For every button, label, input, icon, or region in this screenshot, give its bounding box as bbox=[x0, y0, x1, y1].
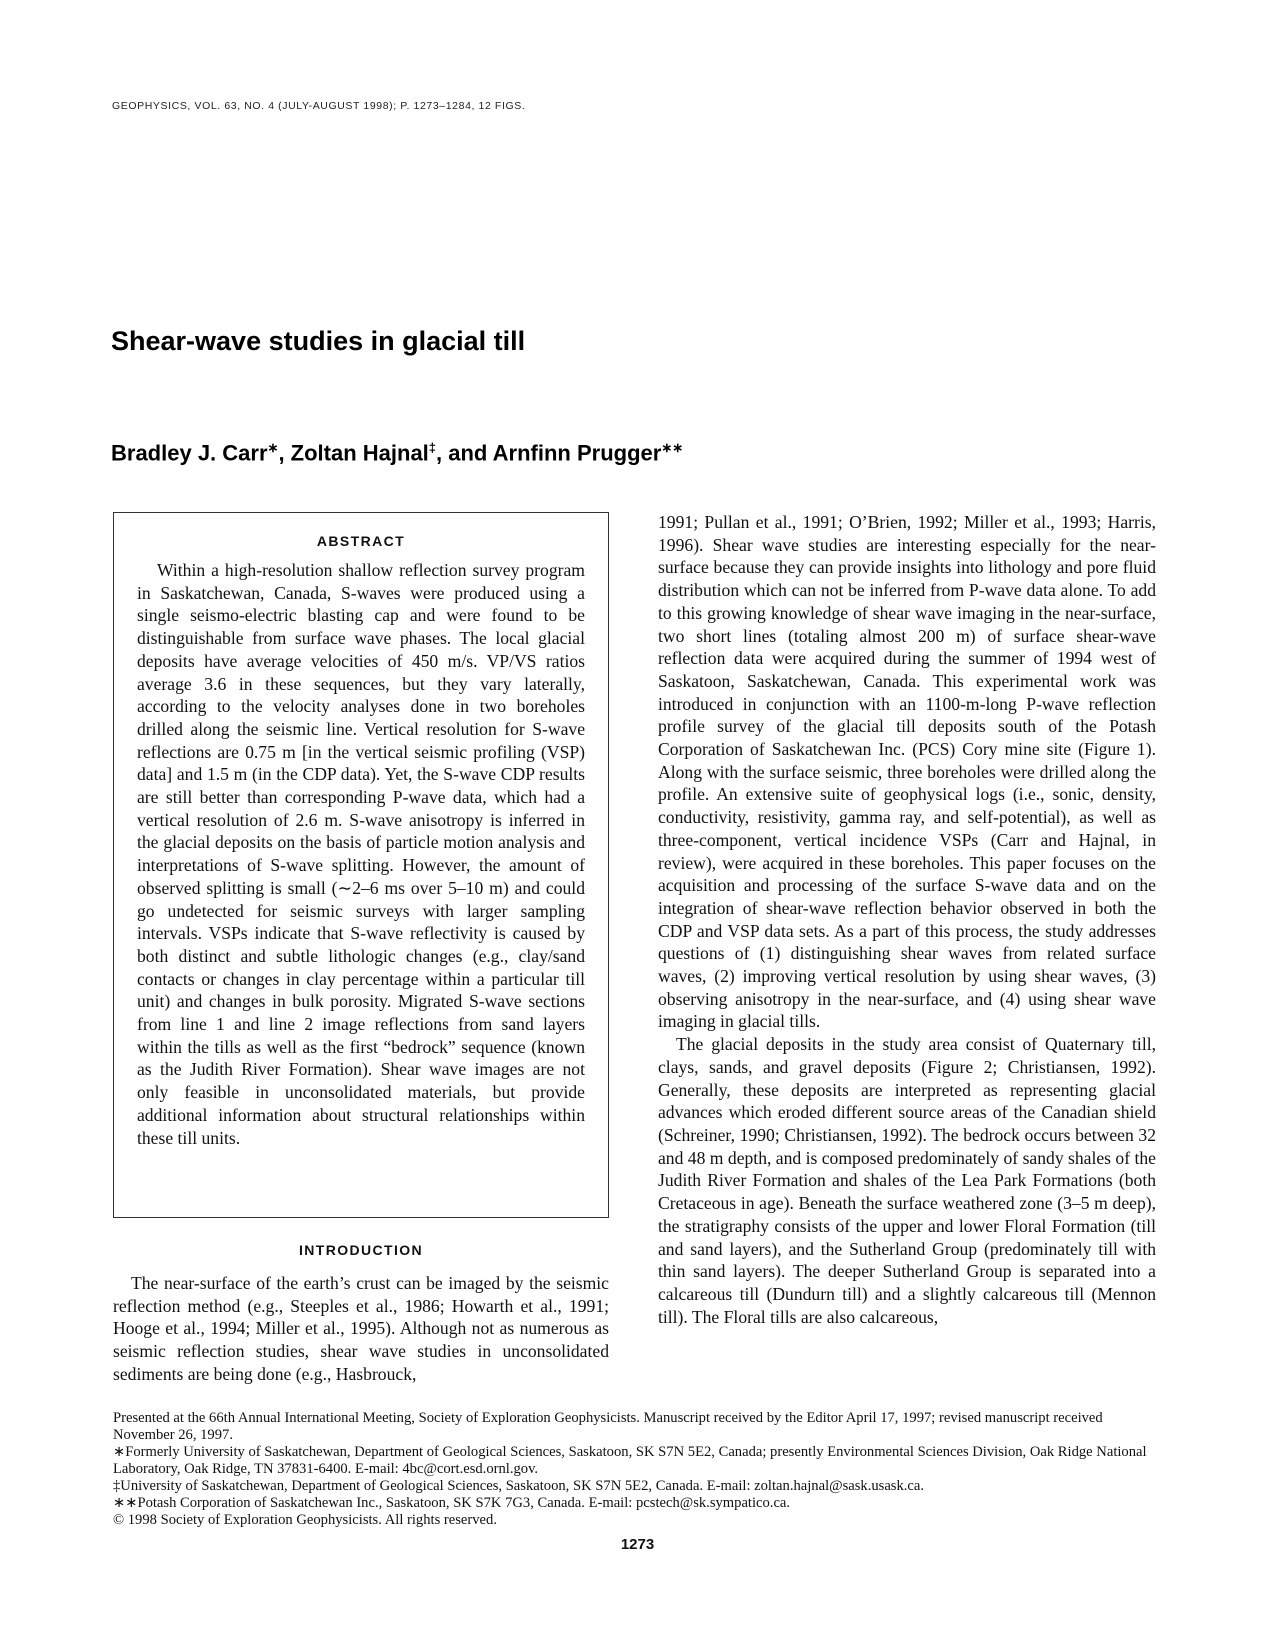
author-hajnal: , Zoltan Hajnal bbox=[278, 440, 429, 466]
footnote-carr: ∗Formerly University of Saskatchewan, Department of Geological Sciences, Saskatoon, SK S7N 5E2, Canada; presently Environmental Sciences Division, Oak Ridge National Laboratory, Oak Ridge, TN 37831-6400. E-mail: 4bc@cort.esd.ornl.gov. bbox=[113, 1444, 1147, 1477]
introduction-section bbox=[113, 1242, 609, 1386]
abstract-box bbox=[113, 512, 609, 1218]
abstract-heading: ABSTRACT bbox=[316, 533, 406, 549]
abstract-text: Within a high-resolution shallow reflection survey program in Saskatchewan, Canada, S-waves were produced using a single seismo-electric blasting cap and were found to be distinguishable from surface wave phases. The local glacial deposits have average velocities of 450 m/s. VP/VS ratios average 3.6 in these sequences, but they vary laterally, according to the velocity analyses done in two boreholes drilled along the seismic line. Vertical resolution for S-wave reflections are 0.75 m [in the vertical seismic profiling (VSP) data] and 1.5 m (in the CDP data). Yet, the S-wave CDP results are still better than corresponding P-wave data, which had a vertical resolution of 2.6 m. S-wave anisotropy is inferred in the glacial deposits on the basis of particle motion analysis and interpretations of S-wave splitting. However, the amount of observed splitting is small (∼2–6 ms over 5–10 m) and could go undetected for seismic surveys with larger sampling intervals. VSPs indicate that S-wave reflectivity is caused by both distinct and subtle lithologic changes (e.g., clay/sand contacts or changes in clay percentage within a particular till unit) and changes in bulk porosity. Migrated S-wave sections from line 1 and line 2 image reflections from sand layers within the tills as well as the first “bedrock” sequence (known as the Judith River Formation). Shear wave images are not only feasible in unconsolidated materials, but provide additional information about structural relationships within these till units. bbox=[137, 560, 585, 1148]
footnotes bbox=[113, 1410, 1156, 1529]
affiliation-mark-2: ‡ bbox=[428, 440, 437, 455]
right-column-paragraph-1: 1991; Pullan et al., 1991; O’Brien, 1992; Miller et al., 1993; Harris, 1996). Shear wave studies are interesting especially for the near-surface because they can provide insights into lithology and pore fluid distribution which can not be inferred from P-wave data alone. To add to this growing knowledge of shear wave imaging in the near-surface, two short lines (totaling almost 200 m) of surface shear-wave reflection data were acquired during the summer of 1994 west of Saskatoon, Saskatchewan, Canada. This experimental work was introduced in conjunction with an 1100-m-long P-wave reflection profile survey of the glacial till deposits south of the Potash Corporation of Saskatchewan Inc. (PCS) Cory mine site (Figure 1). Along with the surface seismic, three boreholes were drilled along the profile. An extensive suite of geophysical logs (i.e., sonic, density, conductivity, resistivity, gamma ray, and self-potential), as well as three-component, vertical incidence VSPs (Carr and Hajnal, in review), were acquired in these boreholes. This paper focuses on the acquisition and processing of the surface S-wave data and on the integration of shear-wave reflection behavior observed in both the CDP and VSP data sets. As a part of this process, the study addresses questions of (1) distinguishing shear waves from related surface waves, (2) improving vertical resolution by using shear waves, (3) observing anisotropy in the near-surface, and (4) using shear wave imaging in glacial tills. bbox=[658, 512, 1156, 1032]
introduction-heading: INTRODUCTION bbox=[298, 1242, 424, 1258]
paper-title: Shear-wave studies in glacial till bbox=[111, 326, 526, 356]
footnote-prugger: ∗∗Potash Corporation of Saskatchewan Inc., Saskatoon, SK S7K 7G3, Canada. E-mail: pcstech@sk.sympatico.ca. bbox=[113, 1495, 791, 1511]
introduction-paragraph: The near-surface of the earth’s crust can be imaged by the seismic reflection method (e.g., Steeples et al., 1986; Howarth et al., 1991; Hooge et al., 1994; Miller et al., 1995). Although not as numerous as seismic reflection studies, shear wave studies in unconsolidated sediments are being done (e.g., Hasbrouck, bbox=[113, 1273, 609, 1384]
affiliation-mark-3: ∗∗ bbox=[661, 440, 684, 455]
right-column bbox=[658, 511, 1156, 1328]
footnote-hajnal: ‡University of Saskatchewan, Department of Geological Sciences, Saskatoon, SK S7N 5E2, Canada. E-mail: zoltan.hajnal@sask.usask.ca. bbox=[113, 1478, 925, 1494]
footnote-presented: Presented at the 66th Annual International Meeting, Society of Exploration Geophysicists. Manuscript received by the Editor April 17, 1997; revised manuscript received November 26, 1997. bbox=[113, 1410, 1103, 1443]
footnote-copyright: © 1998 Society of Exploration Geophysicists. All rights reserved. bbox=[113, 1512, 497, 1528]
page-number: 1273 bbox=[620, 1536, 655, 1553]
affiliation-mark-1: ∗ bbox=[267, 440, 279, 455]
running-head: GEOPHYSICS, VOL. 63, NO. 4 (JULY-AUGUST 1998); P. 1273–1284, 12 FIGS. bbox=[112, 100, 526, 112]
author-carr: Bradley J. Carr bbox=[111, 440, 268, 466]
right-column-paragraph-2: The glacial deposits in the study area consist of Quaternary till, clays, sands, and gravel deposits (Figure 2; Christiansen, 1992). Generally, these deposits are interpreted as representing glacial advances which eroded different source areas of the Canadian shield (Schreiner, 1990; Christiansen, 1992). The bedrock occurs between 32 and 48 m depth, and is composed predominately of sandy shales of the Judith River Formation and shales of the Lea Park Formations (both Cretaceous in age). Beneath the surface weathered zone (3–5 m deep), the stratigraphy consists of the upper and lower Floral Formation (till and sand layers), and the Sutherland Group (predominately till with thin sand layers). The deeper Sutherland Group is separated into a calcareous till (Dundurn till) and a slightly calcareous till (Mennon till). The Floral tills are also calcareous, bbox=[658, 1034, 1156, 1327]
author-prugger: , and Arnfinn Prugger bbox=[436, 440, 662, 466]
author-line bbox=[111, 440, 683, 466]
